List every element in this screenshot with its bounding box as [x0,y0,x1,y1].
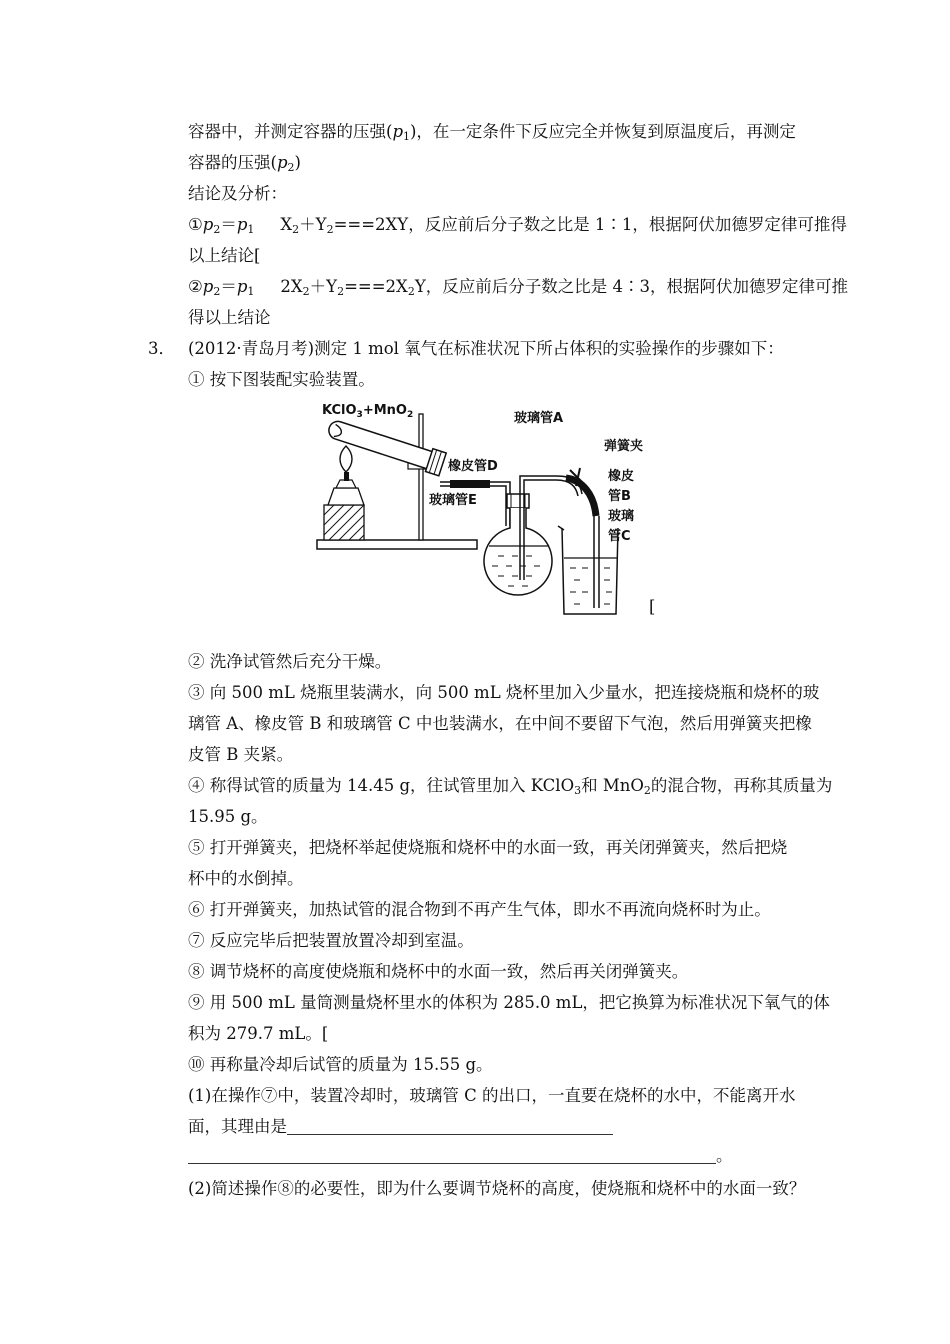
step-9: ⑨ 用 500 mL 量筒测量烧杯里水的体积为 285.0 mL，把它换算为标准状况下氧气的体 [188,993,830,1012]
label-glass-c-2: 管C [608,529,631,544]
answer-blank-line: 。 [188,1145,733,1167]
label-rubber-d: 橡皮管D [448,459,498,474]
label-clip: 弹簧夹 [604,439,644,454]
answer-blank[interactable] [188,1147,716,1164]
flame [340,446,352,472]
sub-question-1: 面，其理由是 [188,1116,613,1138]
label-rubber-b-2: 管B [608,489,631,504]
answer-blank[interactable] [287,1118,613,1135]
step-4: ④ 称得试管的质量为 14.45 g，往试管里加入 KClO$_3$和 MnO$_2$的混合物，再称其质量为 [188,776,833,797]
question-stem: (2012·青岛月考)测定 1 mol 氧气在标准状况下所占体积的实验操作的步骤如下： [188,339,784,358]
sub-question-1: (1)在操作⑦中，装置冷却时，玻璃管 C 的出口，一直要在烧杯的水中，不能离开水 [188,1086,796,1105]
step-5: ⑤ 打开弹簧夹，把烧杯举起使烧瓶和烧杯中的水面一致，再关闭弹簧夹，然后把烧 [188,838,788,857]
text-line: 以上结论[ [188,246,261,265]
step-3: 璃管 A、橡皮管 B 和玻璃管 C 中也装满水，在中间不要留下气泡，然后用弹簧夹把橡 [188,714,812,733]
text-line: 容器中，并测定容器的压强$(p_1)$，在一定条件下反应完全并恢复到原温度后，再测定 [188,122,796,143]
stand-rod [419,414,423,540]
flask-stopper [507,494,529,508]
label-glass-c-1: 玻璃 [608,509,635,524]
step-3: ③ 向 500 mL 烧瓶里装满水，向 500 mL 烧杯里加入少量水，把连接烧瓶和烧杯的玻 [188,683,820,702]
step-6: ⑥ 打开弹簧夹，加热试管的混合物到不再产生气体，即水不再流向烧杯时为止。 [188,900,771,919]
step-8: ⑧ 调节烧杯的高度使烧瓶和烧杯中的水面一致，然后再关闭弹簧夹。 [188,962,689,981]
text-line: 得以上结论 [188,308,271,327]
step-2: ② 洗净试管然后充分干燥。 [188,652,392,671]
text-line: $①p_2=p_1$ $X_2+Y_2===2XY$，反应前后分子数之比是 1∶1，根据阿伏加德罗定律可推得 [188,215,847,236]
flask [484,508,552,595]
label-glass-e: 玻璃管E [429,493,477,508]
stray-bracket: [ [649,597,656,616]
label-kclo3: KClO$_3$+MnO$_2$ [322,403,414,420]
label-rubber-b-1: 橡皮 [608,469,635,484]
step-3: 皮管 B 夹紧。 [188,745,294,764]
step-7: ⑦ 反应完毕后把装置放置冷却到室温。 [188,931,474,950]
step-1: ① 按下图装配实验装置。 [188,370,375,389]
alcohol-lamp [328,488,364,505]
apparatus-diagram [312,400,682,622]
text-line: $②p_2=p_1$ $2X_2+Y_2===2X_2Y$，反应前后分子数之比是 4∶3，根据阿伏加德罗定律可推 [188,277,848,298]
question-number: 3． [148,339,175,358]
label-glass-a: 玻璃管A [514,411,564,426]
step-9: 积为 279.7 mL。[ [188,1024,329,1043]
step-10: ⑩ 再称量冷却后试管的质量为 15.55 g。 [188,1055,493,1074]
step-5: 杯中的水倒掉。 [188,869,304,888]
apparatus-svg [312,400,682,622]
text-line: 结论及分析： [188,184,287,203]
rubber-tube-d [450,480,490,488]
text-line: 容器的压强$(p_2)$ [188,153,301,174]
stand-base [317,540,477,549]
step-4: 15.95 g。 [188,807,268,826]
sub-question-2: (2)简述操作⑧的必要性，即为什么要调节烧杯的高度，使烧瓶和烧杯中的水面一致？ [188,1179,806,1198]
